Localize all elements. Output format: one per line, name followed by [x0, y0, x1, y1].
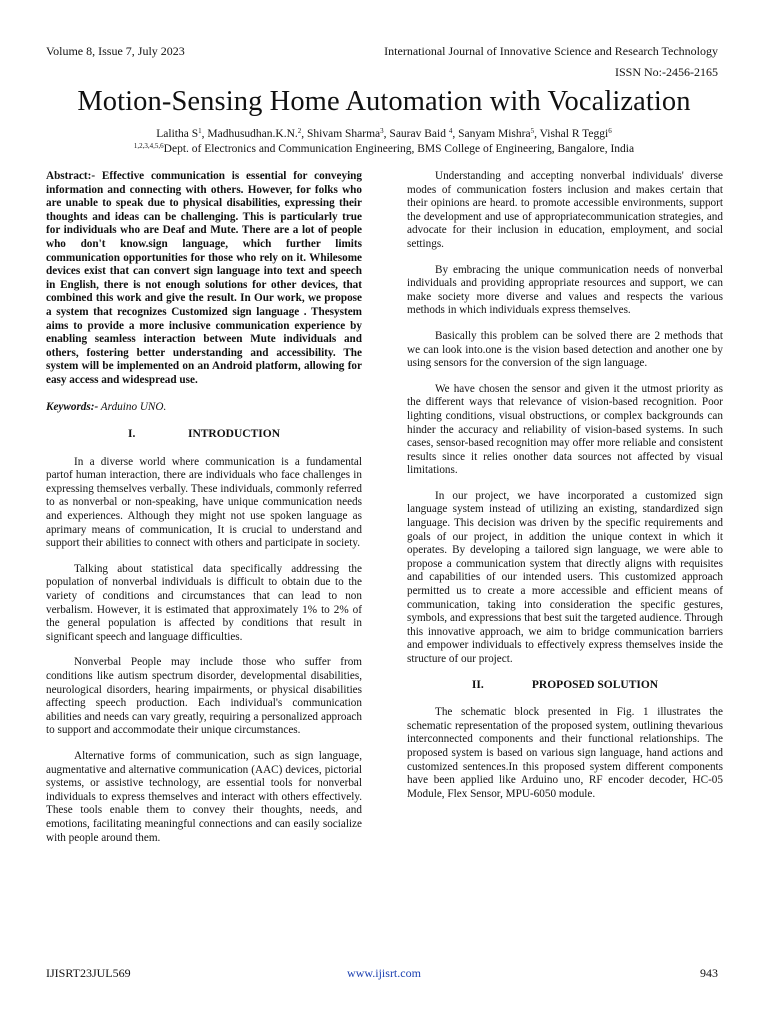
- footer-paper-id: IJISRT23JUL569: [46, 966, 131, 980]
- keywords: [46, 401, 362, 415]
- author-list: [0, 128, 768, 140]
- body-paragraph: Talking about statistical data specifically addressing the population of nonverbal individuals is difficult to obtain due to the variety of conditions and circumstances that can lead to non verbalism. However, it is estimated that approximately 1% to 2% of the general population is affected by conditions that result in significant speech and language difficulties.: [46, 562, 362, 643]
- abstract: Abstract:- Effective communication is essential for conveying information and connecting with others. However, for folks who are unable to speak due to physical disabilities, expressing their thoughts and ideas can be challenging. This is particularly true for individuals who are Deaf and Mute. There are a lot of people who don't know.sign language, which further limits communication opportunities for those who rely on it. Whilesome devices exist that can convert sign language into text and speech in English, there is not enough solutions for other devices, that combined this work and give the result. In Our work, we propose a system that recognizes Customized sign language . Thesystem aims to provide a more inclusive communication experience by enabling seamless interaction between Mute individuals and others, fostering better understanding and accessibility. The system will be implemented on an Android platform, allowing for easy access and widespread use.: [46, 170, 362, 386]
- header-volume: Volume 8, Issue 7, July 2023: [46, 44, 185, 58]
- body-paragraph: The schematic block presented in Fig. 1 illustrates the schematic representation of the proposed system, outlining thevarious interconnected components and their functional relationships. The proposed system is based on various sign language, hand actions and customized sentences.In this proposed system different components have been applied like Arduino uno, RF encoder decoder, HC-05 Module, Flex Sensor, MPU-6050 module.: [407, 706, 723, 800]
- author-affil-sup: 6: [608, 127, 612, 135]
- section-number: II.: [471, 678, 484, 691]
- right-column: [407, 170, 723, 813]
- author-affil-sup: 3: [380, 127, 384, 135]
- author-name: Madhusudhan.K.N.: [207, 128, 298, 140]
- author-name: Sanyam Mishra: [458, 128, 531, 140]
- body-paragraph: In our project, we have incorporated a customized sign language system instead of utilizing an existing, standardized sign language. This decision was driven by the specific requirements and goals of our project, in addition the unique context in which it operates. By developing a tailored sign language, we were able to propose a communication system that directly aligns with requisites and capabilities of our intended users. This customized approach permitted us to create a more accessible and efficient means of communication, taking into consideration the specific gestures, symbols, and expressions that best suit the targeted audience. Through this innovative approach, we aim to bridge communication barriers and empower individuals to effectively express themselves inside the structure of our project.: [407, 489, 723, 665]
- section-title: INTRODUCTION: [187, 428, 280, 441]
- author-name: Saurav Baid: [389, 128, 449, 140]
- footer-page-number: 943: [700, 966, 718, 980]
- header-issn: ISSN No:-2456-2165: [614, 65, 718, 79]
- body-paragraph: Understanding and accepting nonverbal individuals' diverse modes of communication fosters inclusion and makes certain that their opinions are heard. to promote accessible environments, support the development and use of appropriatecommunication strategies, and advocate for their inclusion in education, employment, and social settings.: [407, 170, 723, 250]
- affiliation-text: Dept. of Electronics and Communication Engineering, BMS College of Engineering, Bangalore, India: [163, 143, 635, 155]
- body-paragraph: By embracing the unique communication needs of nonverbal individuals and providing appropriate resources and support, we can make society more diverse and values and respects the various methods in which individuals express themselves.: [407, 263, 723, 317]
- affiliation: [0, 143, 768, 155]
- section-heading-introduction: [46, 428, 362, 442]
- author-affil-sup: 2: [297, 127, 302, 135]
- author-affil-sup: 5: [530, 127, 535, 135]
- body-paragraph: In a diverse world where communication is a fundamental partof human interaction, there are individuals who face challenges in expressing themselves verbally. These individuals, commonly referred to as nonverbal or non-speaking, have unique communication needs and experiences. Although they might not use spoken language as aprimary means of communication, It is crucial to understand and support their abilities to connect with others and participate in society.: [46, 455, 362, 550]
- body-paragraph: We have chosen the sensor and given it the utmost priority as the different ways that relevance of vision-based recognition. Poor lighting conditions, visual obstructions, or complex backgrounds can hinder the accuracy and reliability of vision-based systems. In such cases, sensor-based recognition may offer more reliable and consistent results since it relies onother data sources not affected by visual limitations.: [407, 382, 723, 477]
- header-journal-name: International Journal of Innovative Science and Research Technology: [384, 44, 718, 58]
- keywords-label: Keywords:-: [46, 400, 99, 413]
- body-paragraph: Alternative forms of communication, such as sign language, augmentative and alternative communication (AAC) devices, pictorial systems, or assistive technology, are essential tools for nonverbal individuals to express themselves and interact with others effectively. These tools enable them to convey their thoughts, needs, and emotions, facilitating meaningful connections and can easily socialize with people around them.: [46, 749, 362, 844]
- author-separator: ,: [452, 128, 459, 140]
- body-paragraph: Nonverbal People may include those who suffer from conditions like autism spectrum disorder, developmental disabilities, neurological disorders, hearing impairments, or physical disabilities affecting speech production. Each individual's communication abilities and needs can vary greatly, requiring a personalized approach to support and accommodate their unique circumstances.: [46, 656, 362, 737]
- footer-url-link[interactable]: www.ijisrt.com: [347, 966, 421, 980]
- keywords-value: Arduino UNO.: [98, 400, 167, 413]
- body-paragraph: Basically this problem can be solved there are 2 methods that we can look into.one is the vision based detection and another one by using sensors for the conversion of the sign language.: [407, 329, 723, 370]
- author-name: Lalitha S: [156, 128, 199, 140]
- author-name: Vishal R Teggi: [539, 128, 609, 140]
- author-separator: ,: [301, 128, 308, 140]
- author-separator: ,: [534, 128, 540, 140]
- author-separator: ,: [201, 128, 208, 140]
- section-title: PROPOSED SOLUTION: [531, 678, 659, 691]
- affiliation-sup: 1,2,3,4,5,6: [133, 142, 164, 150]
- author-name: Shivam Sharma: [307, 128, 381, 140]
- author-separator: ,: [383, 128, 390, 140]
- author-affil-sup: 1: [198, 127, 202, 135]
- author-affil-sup: 4: [448, 127, 453, 135]
- section-heading-proposed-solution: [407, 679, 723, 693]
- paper-title: Motion-Sensing Home Automation with Vocalization: [77, 86, 691, 117]
- left-column: [46, 170, 362, 857]
- section-number: I.: [127, 428, 136, 441]
